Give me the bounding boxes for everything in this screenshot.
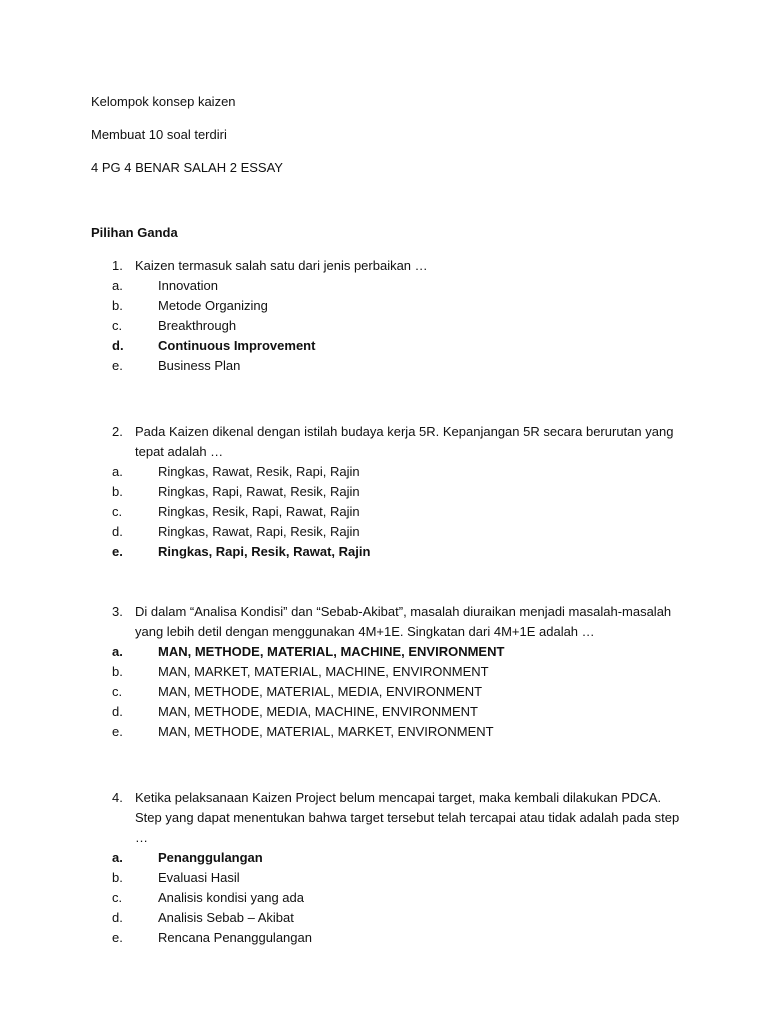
option-a-correct (112, 642, 682, 662)
option-text: MAN, METHODE, MATERIAL, MACHINE, ENVIRONMENT (158, 644, 505, 659)
option-c (112, 888, 682, 908)
option-a (112, 276, 682, 296)
option-letter: e. (112, 930, 123, 945)
option-letter: c. (112, 318, 123, 333)
option-letter: c. (112, 504, 123, 519)
option-letter: b. (112, 664, 123, 679)
option-text: Rencana Penanggulangan (158, 930, 312, 945)
option-letter: d. (112, 338, 124, 353)
option-b (112, 296, 682, 316)
option-letter: a. (112, 644, 123, 659)
option-a (112, 462, 682, 482)
option-letter: b. (112, 298, 123, 313)
option-letter: e. (112, 358, 123, 373)
option-letter: a. (112, 850, 123, 865)
option-text: Evaluasi Hasil (158, 870, 240, 885)
option-a-correct (112, 848, 682, 868)
option-text: Ringkas, Rawat, Resik, Rapi, Rajin (158, 464, 360, 479)
option-letter: b. (112, 484, 123, 499)
option-text: MAN, METHODE, MATERIAL, MARKET, ENVIRONMENT (158, 724, 494, 739)
option-e (112, 722, 682, 742)
option-d (112, 702, 682, 722)
option-c (112, 502, 682, 522)
option-letter: c. (112, 684, 123, 699)
option-b (112, 662, 682, 682)
header-line-2: Membuat 10 soal terdiri (91, 127, 227, 142)
option-text: Analisis kondisi yang ada (158, 890, 304, 905)
question-number: 3. (112, 604, 123, 619)
option-text: Penanggulangan (158, 850, 263, 865)
option-e-correct (112, 542, 682, 562)
option-text: MAN, METHODE, MEDIA, MACHINE, ENVIRONMENT (158, 704, 478, 719)
question-text: Ketika pelaksanaan Kaizen Project belum mencapai target, maka kembali dilakukan PDCA. Step yang dapat menentukan bahwa target tersebut telah tercapai atau tidak adalah pada step … (135, 790, 680, 845)
option-text: Ringkas, Resik, Rapi, Rawat, Rajin (158, 504, 360, 519)
option-text: MAN, MARKET, MATERIAL, MACHINE, ENVIRONMENT (158, 664, 489, 679)
option-text: Metode Organizing (158, 298, 268, 313)
option-text: Analisis Sebab – Akibat (158, 910, 294, 925)
option-letter: c. (112, 890, 123, 905)
header-line-1: Kelompok konsep kaizen (91, 94, 236, 109)
question-number: 4. (112, 790, 123, 805)
header-line-3: 4 PG 4 BENAR SALAH 2 ESSAY (91, 160, 283, 175)
option-letter: d. (112, 524, 123, 539)
option-c (112, 316, 682, 336)
question-1 (112, 256, 682, 376)
option-d-correct (112, 336, 682, 356)
option-e (112, 356, 682, 376)
option-c (112, 682, 682, 702)
option-text: Innovation (158, 278, 218, 293)
option-letter: b. (112, 870, 123, 885)
option-b (112, 482, 682, 502)
option-letter: e. (112, 544, 123, 559)
option-letter: e. (112, 724, 123, 739)
option-letter: a. (112, 464, 123, 479)
question-text: Di dalam “Analisa Kondisi” dan “Sebab-Akibat”, masalah diuraikan menjadi masalah-masalah yang lebih detil dengan menggunakan 4M+1E. Singkatan dari 4M+1E adalah … (135, 604, 672, 639)
option-list (112, 848, 682, 948)
option-b (112, 868, 682, 888)
question-text: Kaizen termasuk salah satu dari jenis perbaikan … (135, 258, 428, 273)
question-3 (112, 602, 682, 742)
question-text: Pada Kaizen dikenal dengan istilah budaya kerja 5R. Kepanjangan 5R secara berurutan yang tepat adalah … (135, 424, 674, 459)
option-d (112, 908, 682, 928)
question-4 (112, 788, 682, 948)
section-title: Pilihan Ganda (91, 225, 178, 240)
option-e (112, 928, 682, 948)
option-list (112, 462, 682, 562)
option-list (112, 642, 682, 742)
option-letter: a. (112, 278, 123, 293)
option-text: Ringkas, Rapi, Rawat, Resik, Rajin (158, 484, 360, 499)
question-number: 2. (112, 424, 123, 439)
option-text: Business Plan (158, 358, 241, 373)
option-letter: d. (112, 704, 123, 719)
question-number: 1. (112, 258, 123, 273)
option-text: MAN, METHODE, MATERIAL, MEDIA, ENVIRONMENT (158, 684, 483, 699)
option-text: Ringkas, Rawat, Rapi, Resik, Rajin (158, 524, 360, 539)
option-list (112, 276, 682, 376)
option-text: Continuous Improvement (158, 338, 316, 353)
option-letter: d. (112, 910, 123, 925)
option-text: Ringkas, Rapi, Resik, Rawat, Rajin (158, 544, 371, 559)
question-2 (112, 422, 682, 562)
option-text: Breakthrough (158, 318, 237, 333)
option-d (112, 522, 682, 542)
